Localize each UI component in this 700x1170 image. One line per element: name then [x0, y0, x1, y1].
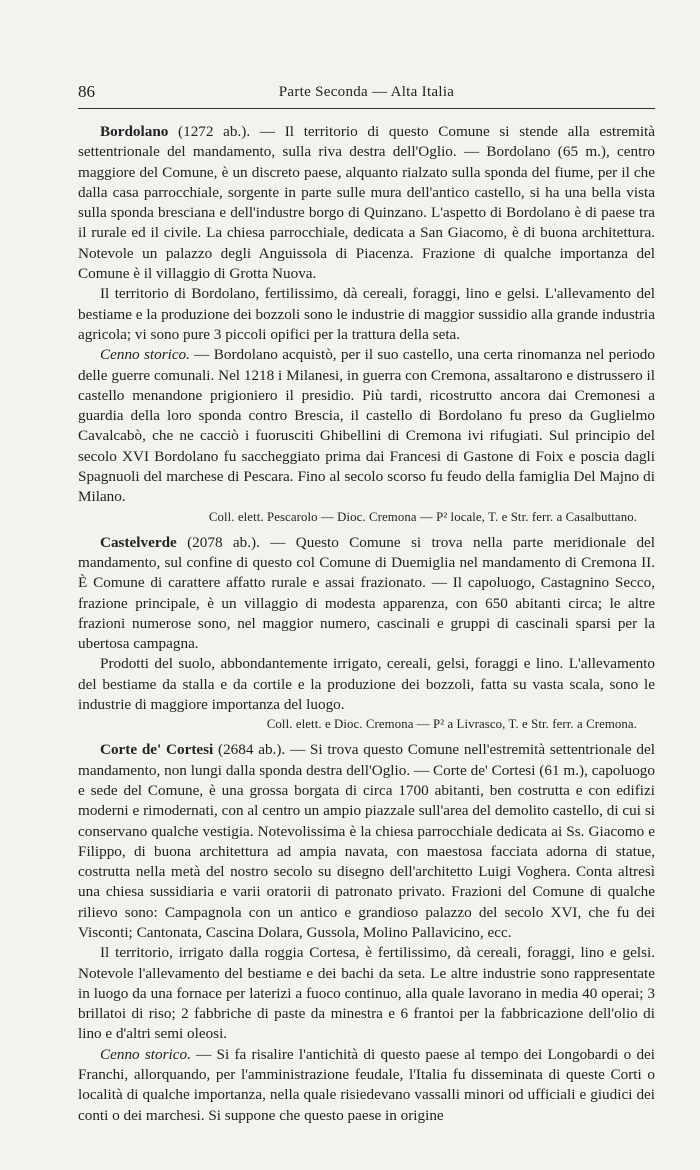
entry-bordolano-intro: [78, 122, 655, 284]
entry-text: (1272 ab.). — Il territorio di questo Comune si stende alla estremità settentrionale del mandamento, sulla riva destra dell'Oglio. — Bordolano (65 m.), centro maggiore del Comune, è un discreto paese, alquanto rialzato sulla sponda del fiume, per il che dalla casa parrocchiale, sorgente in parte sulle mura dell'antico castello, si ha una bella vista sulla sponda bresciana e dell'industre borgo di Quinzano. L'aspetto di Bordolano è di paese tra il rurale ed il civile. La chiesa parrocchiale, dedicata a San Giacomo, è di buona architettura. Notevole un palazzo degli Anguissola di Piacenza. Frazione di qualche importanza del Comune è il villaggio di Grotta Nuova.: [78, 123, 655, 283]
paragraph: Il territorio, irrigato dalla roggia Cortesa, è fertilissimo, dà cereali, foraggi, lino e gelsi. Notevole l'allevamento del bestiame e dei bachi da seta. Le altre industrie sono rappresentate in luogo da una fornace per laterizi a fuoco continuo, alla quale lavorano in media 40 operai; 3 brillatoi di riso; 2 fabbriche di paste da minestra e 6 frantoi per la fabbricazione dell'olio di lino e d'altri semi oleosi.: [78, 944, 655, 1043]
history-text: — Si fa risalire l'antichità di questo paese al tempo dei Longobardi o dei Franchi, allorquando, per l'amministrazione feudale, l'Italia fu disseminata di queste Corti o località di qualche importanza, nella quale risiedevano vassalli minori od ufficiali e giudici dei conti o dei marchesi. Si suppone che questo paese in origine: [78, 1045, 655, 1124]
entry-name: Castelverde: [100, 533, 177, 551]
entry-corte-intro: [78, 740, 655, 943]
page-header: [78, 78, 655, 109]
page-number: 86: [78, 82, 95, 101]
history-label: Cenno storico.: [100, 1045, 191, 1063]
paragraph: Prodotti del suolo, abbondantemente irrigato, cereali, gelsi, foraggi e lino. L'allevamento del bestiame da stalla e da cortile e la produzione dei bozzoli, fatta su vasta scala, sono le industrie di maggiore importanza del luogo.: [78, 655, 655, 714]
history-text: — Bordolano acquistò, per il suo castello, una certa rinomanza nel periodo delle guerre comunali. Nel 1218 i Milanesi, in guerra con Cremona, assaltarono e distrussero il castello menandone prigioniero il presidio. Più tardi, ricostrutto ancora dai Cremonesi a guardia della loro sponda contro Brescia, il castello di Bordolano fu preso da Guglielmo Cavalcabò, che ne cacciò i fuorusciti Ghibellini di Cremona ivi rifugiati. Sul principio del secolo XVI Bordolano fu saccheggiato prima dai Francesi di Gastone di Foix e poscia dagli Spagnuoli del marchese di Pescara. Fino al secolo scorso fu feudo della famiglia Del Majno di Milano.: [78, 346, 655, 506]
admin-note: Coll. elett. e Dioc. Cremona — P² a Livrasco, T. e Str. ferr. a Cremona.: [266, 717, 637, 732]
entry-text: (2684 ab.). — Si trova questo Comune nell'estremità settentrionale del mandamento, non lungi dalla sponda destra dell'Oglio. — Corte de' Cortesi (61 m.), capoluogo e sede del Comune, è una grossa borgata di circa 1700 abitanti, ben costrutta e con edifizi moderni e rimodernati, con al centro un ampio piazzale sull'area del demolito castello, di cui si conservano qualche vestigia. Notevolissima è la chiesa parrocchiale dedicata ai Ss. Giacomo e Filippo, di buona architettura ad ampia navata, con maestosa facciata adorna di statue, costrutta nella metà del nostro secolo su disegno dell'architetto Luigi Voghera. Conta altresì una chiesa sussidiaria e varii oratorii di patronato privato. Frazioni del Comune di qualche rilievo sono: Campagnola con un antico e grandioso palazzo del secolo XVI, che fu dei Visconti; Cantonata, Cascina Dolara, Gussola, Molino Pallavicino, ecc.: [78, 741, 655, 941]
entry-text: (2078 ab.). — Questo Comune si trova nella parte meridionale del mandamento, sul confine di questo col Comune di Duemiglia nel mandamento di Cremona II. È Comune di carattere affatto rurale e assai frazionato. — Il capoluogo, Castagnino Secco, frazione principale, è un villaggio di modesta apparenza, con 650 abitanti circa; le altre frazioni numerose sono, nel maggior numero, cascinali e gruppi di cascinali sparsi per la ubertosa campagna.: [78, 533, 655, 653]
paragraph: Il territorio di Bordolano, fertilissimo, dà cereali, foraggi, lino e gelsi. L'allevamento del bestiame e la produzione dei bozzoli sono le industrie di maggior sussidio alla grande industria agricola; vi sono pure 3 piccoli opifici per la trattura della seta.: [78, 285, 655, 343]
history-label: Cenno storico.: [100, 346, 190, 364]
history-paragraph: [78, 1045, 655, 1126]
page-body: [78, 122, 655, 1126]
entry-castelverde-intro: [78, 533, 655, 655]
entry-name: Corte de' Cortesi: [100, 741, 214, 759]
running-title: Parte Seconda — Alta Italia: [278, 84, 455, 100]
history-paragraph: [78, 345, 655, 507]
admin-note: Coll. elett. Pescarolo — Dioc. Cremona — P² locale, T. e Str. ferr. a Casalbuttano.: [208, 509, 637, 524]
entry-name: Bordolano: [100, 123, 169, 140]
